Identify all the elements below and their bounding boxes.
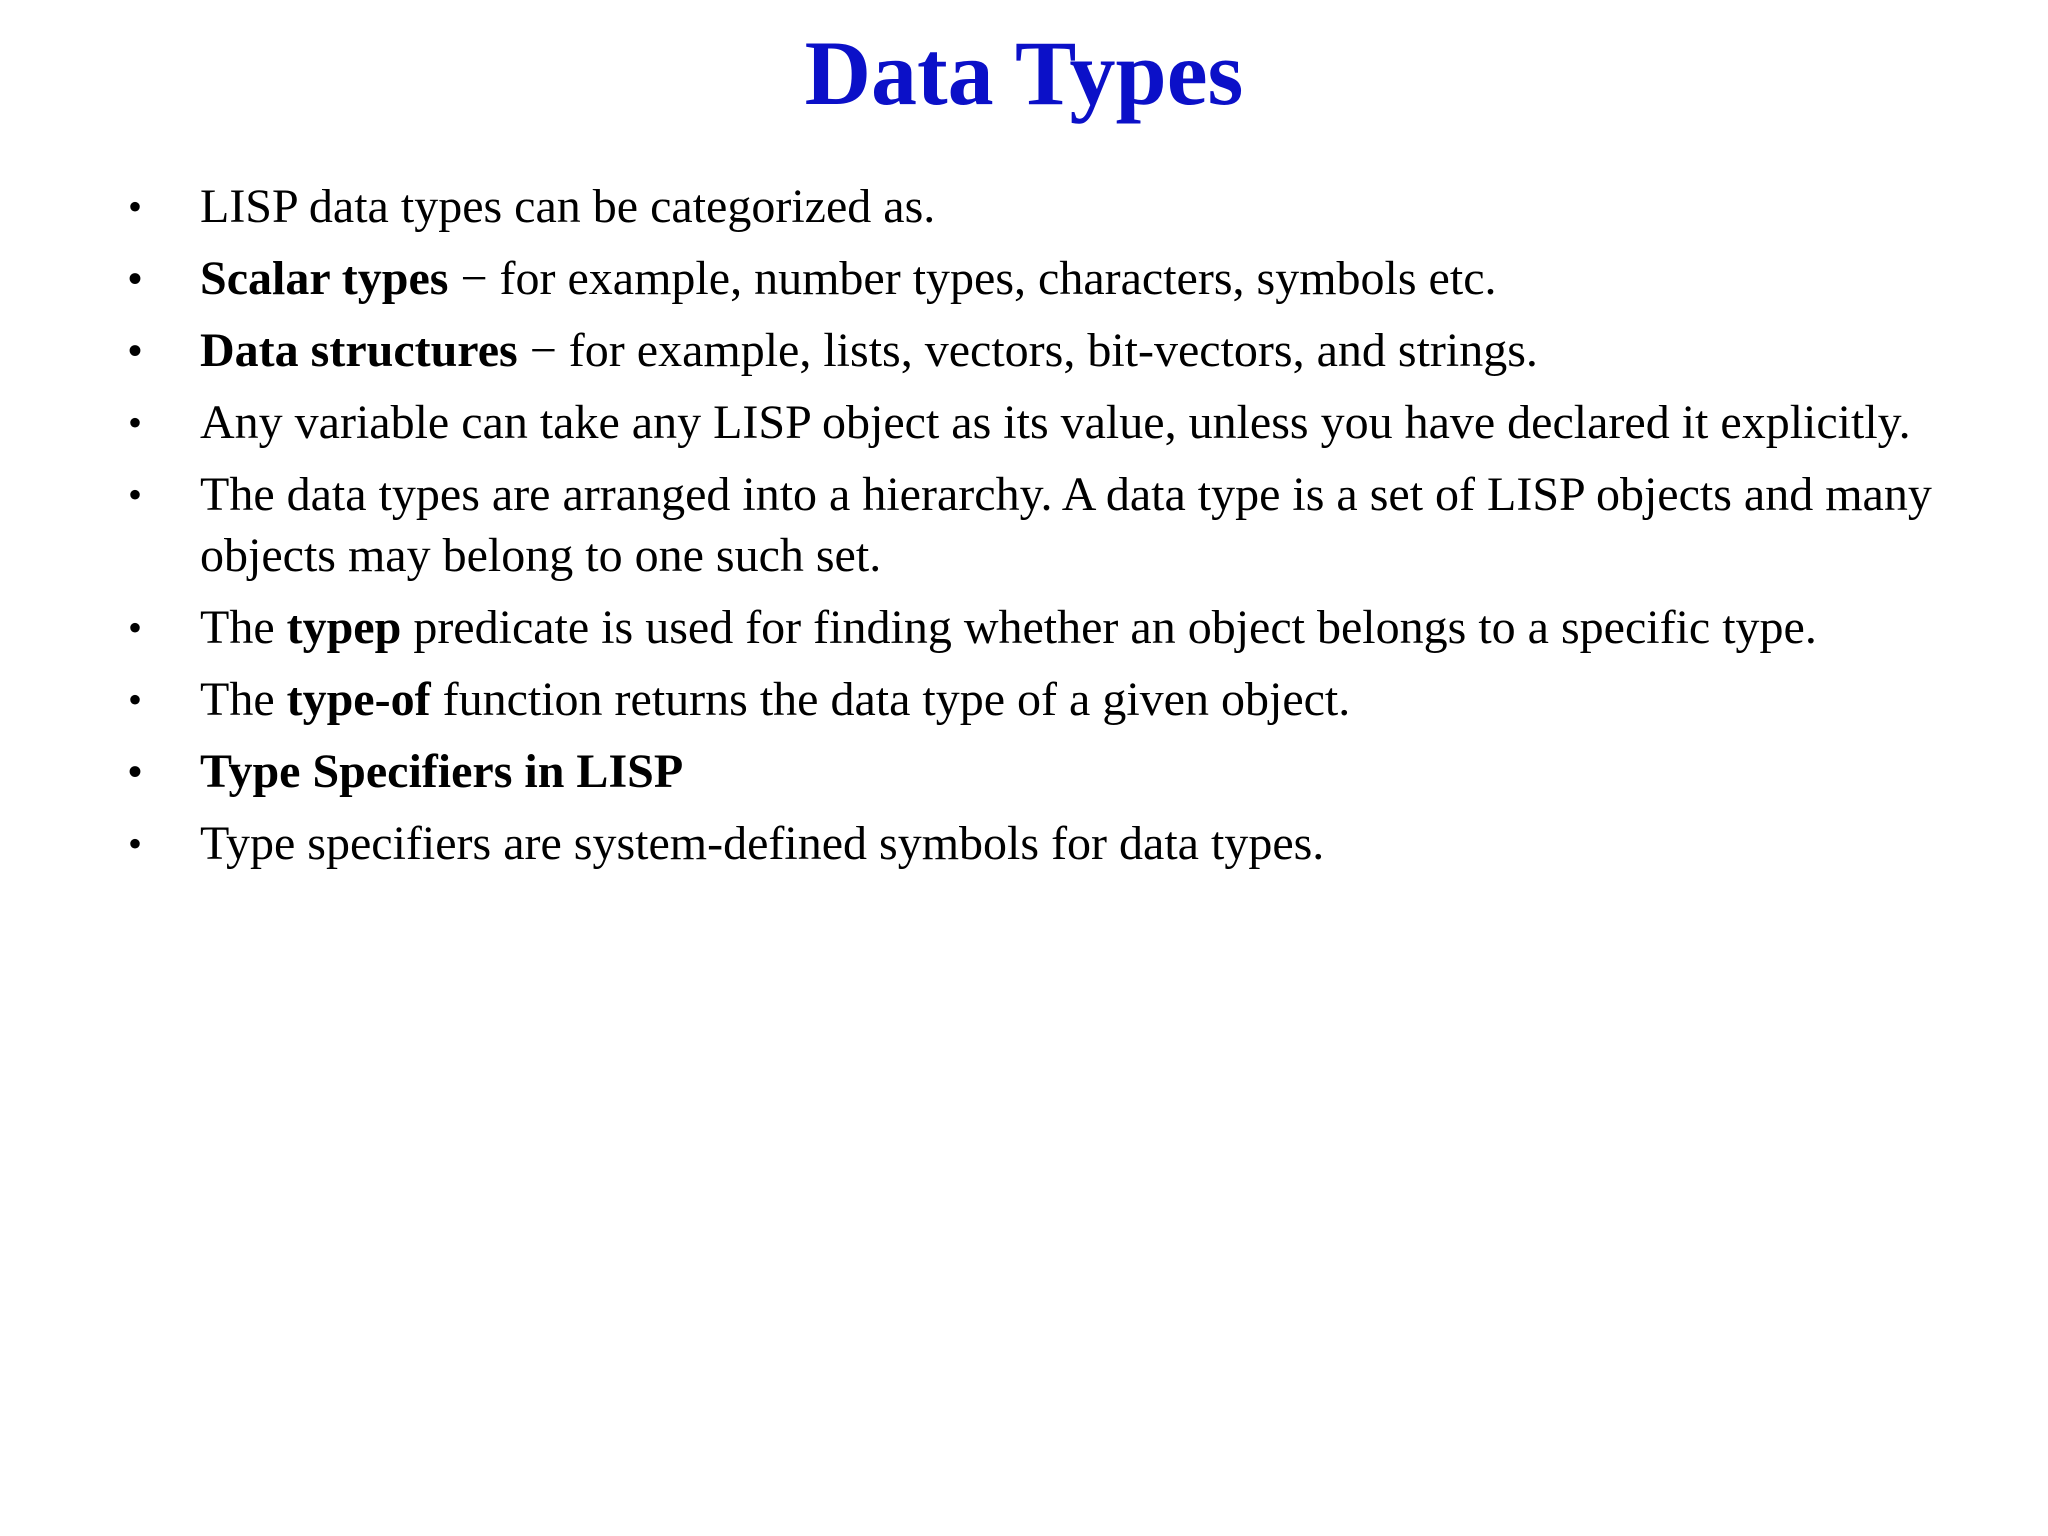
item-keyword: type-of <box>286 673 431 726</box>
item-keyword: typep <box>286 601 402 654</box>
bullet-icon: • <box>128 677 143 722</box>
bullet-icon: • <box>128 184 143 229</box>
bullet-list <box>128 176 1948 885</box>
bullet-icon: • <box>128 605 143 650</box>
list-item <box>128 669 1948 730</box>
item-text-pre: The <box>200 673 287 726</box>
list-item <box>128 392 1948 453</box>
item-text: − for example, number types, characters, symbols etc. <box>448 252 1497 305</box>
item-text: LISP data types can be categorized as. <box>200 180 936 233</box>
bullet-icon: • <box>128 472 143 517</box>
list-item <box>128 813 1948 874</box>
list-item <box>128 464 1948 586</box>
item-text-post: function returns the data type of a given object. <box>430 673 1351 726</box>
list-item <box>128 176 1948 237</box>
list-item <box>128 597 1948 658</box>
list-item <box>128 741 1948 802</box>
bullet-icon: • <box>128 749 143 794</box>
bullet-icon: • <box>128 821 143 866</box>
item-bold-lead: Scalar types <box>200 252 449 305</box>
item-text: − for example, lists, vectors, bit-vectors, and strings. <box>517 324 1538 377</box>
list-item <box>128 248 1948 309</box>
item-heading: Type Specifiers in LISP <box>200 745 684 798</box>
bullet-icon: • <box>128 328 143 373</box>
slide-title: Data Types <box>804 22 1244 124</box>
bullet-icon: • <box>128 256 143 301</box>
item-text: The data types are arranged into a hierarchy. A data type is a set of LISP objects and many objects may belong to one such set. <box>200 468 1932 582</box>
item-text-post: predicate is used for finding whether an object belongs to a specific type. <box>401 601 1817 654</box>
item-text: Type specifiers are system-defined symbols for data types. <box>200 817 1325 870</box>
item-text: Any variable can take any LISP object as its value, unless you have declared it explicitly. <box>200 396 1911 449</box>
item-text-pre: The <box>200 601 287 654</box>
list-item <box>128 320 1948 381</box>
bullet-icon: • <box>128 400 143 445</box>
item-bold-lead: Data structures <box>200 324 518 377</box>
